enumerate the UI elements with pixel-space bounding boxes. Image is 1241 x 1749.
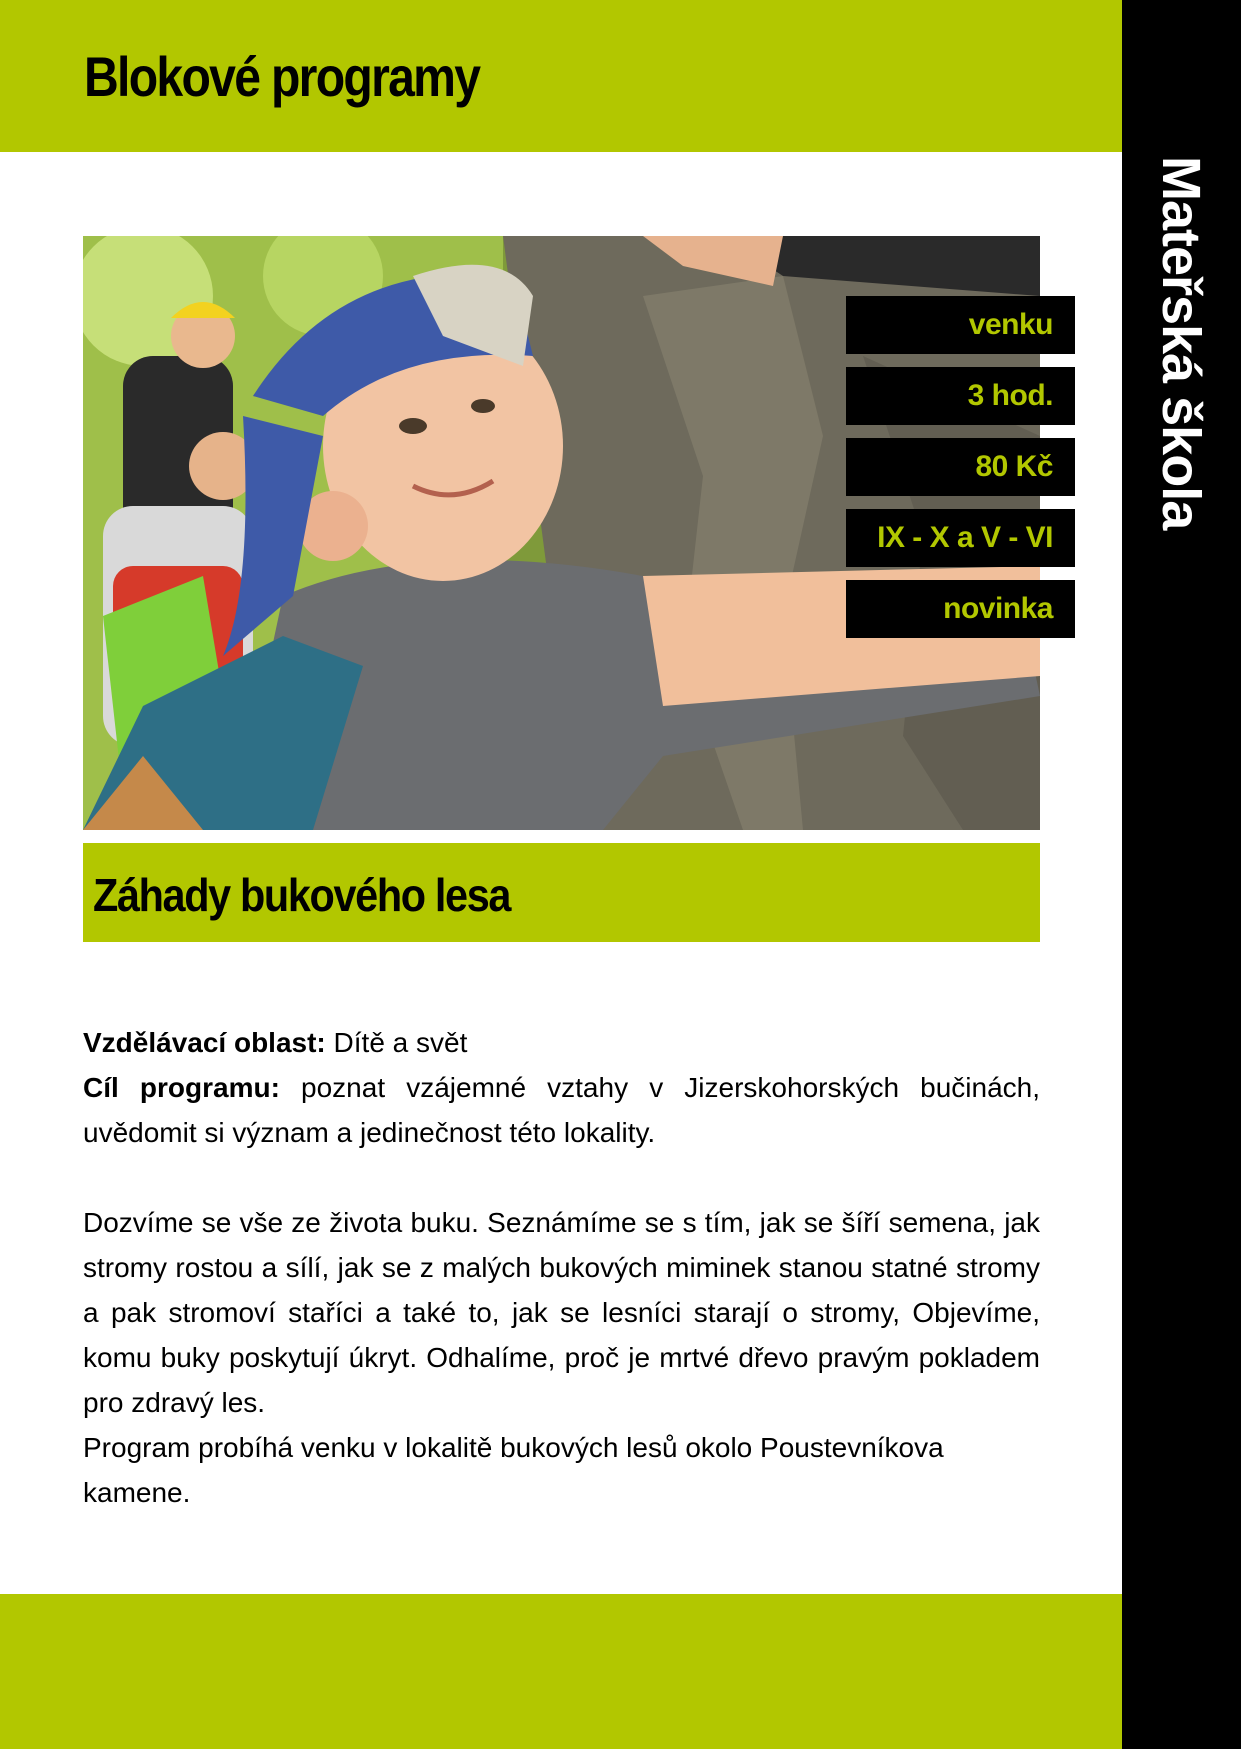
category-label: Mateřská škola	[1151, 156, 1211, 530]
program-tags	[846, 296, 1075, 651]
header-band	[0, 0, 1122, 152]
goal-line	[83, 1065, 1040, 1155]
program-content	[83, 1020, 1040, 1515]
tag-months: IX - X a V - VI	[846, 509, 1075, 567]
area-line	[83, 1020, 1040, 1065]
tag-duration: 3 hod.	[846, 367, 1075, 425]
tag-location: venku	[846, 296, 1075, 354]
tag-price: 80 Kč	[846, 438, 1075, 496]
program-title-bar	[83, 843, 1040, 942]
footer-band	[0, 1594, 1122, 1749]
location-paragraph: Program probíhá venku v lokalitě bukových lesů okolo Poustevníkova kamene.	[83, 1432, 944, 1508]
goal-label: Cíl programu:	[83, 1072, 280, 1103]
area-label: Vzdělávací oblast:	[83, 1027, 326, 1058]
description-paragraph: Dozvíme se vše ze života buku. Seznámíme se s tím, jak se šíří semena, jak stromy rostou a sílí, jak se z malých bukových miminek stanou statné stromy a pak stromoví staříci a také to, jak se lesníci starají o stromy, Objevíme, komu buky poskytují úkryt. Odhalíme, proč je mrtvé dřevo pravým pokladem pro zdravý les.	[83, 1207, 1040, 1418]
spacer	[83, 1155, 1040, 1200]
area-value: Dítě a svět	[333, 1027, 468, 1058]
goal-value: poznat vzájemné vztahy v Jizerskohorských bučinách, uvědomit si význam a jedinečnost této lokality.	[83, 1072, 1041, 1148]
page-title: Blokové programy	[84, 45, 480, 108]
program-title: Záhady bukového lesa	[93, 869, 511, 921]
tag-new: novinka	[846, 580, 1075, 638]
